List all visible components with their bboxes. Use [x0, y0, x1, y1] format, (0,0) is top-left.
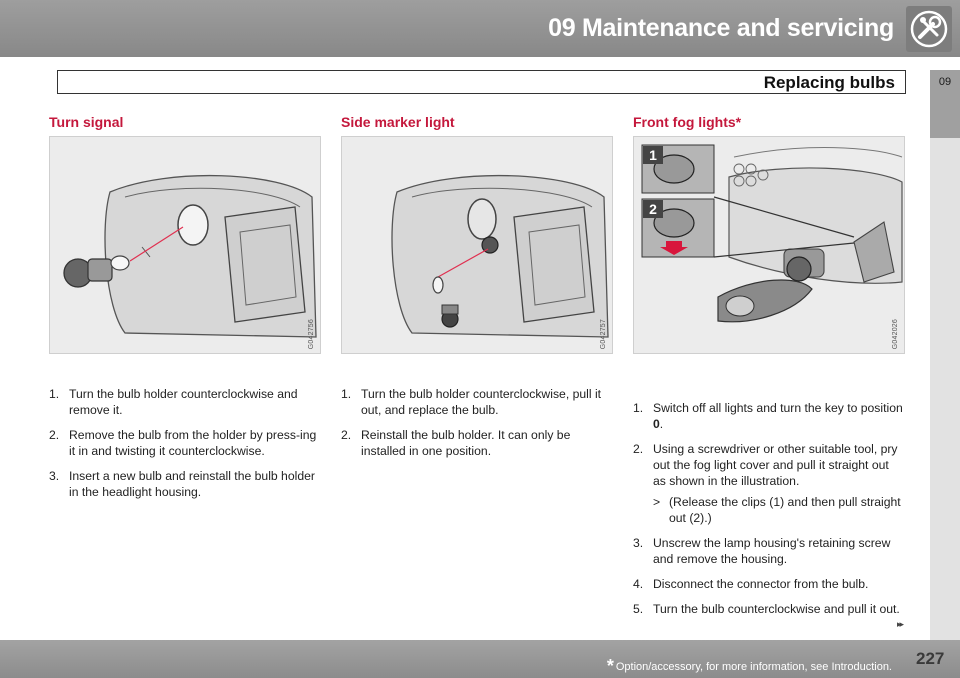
turn-signal-illustration — [49, 136, 321, 354]
footnote-star: * — [606, 656, 614, 676]
page-number: 227 — [916, 649, 945, 668]
list-item: 1. Switch off all lights and turn the key to position 0. — [633, 401, 903, 431]
inset-label-1: 1 — [649, 147, 657, 163]
fog-lights-column — [633, 114, 905, 626]
turn-signal-column — [49, 114, 321, 509]
fog-lights-heading: Front fog lights* — [633, 114, 742, 130]
page-footer — [0, 640, 960, 678]
chapter-side-tab — [930, 70, 960, 138]
list-item: 4. Disconnect the connector from the bulb. — [633, 577, 869, 591]
list-item: 3. Insert a new bulb and reinstall the bulb holder in the headlight housing. — [49, 469, 315, 499]
side-marker-steps — [341, 386, 613, 459]
list-item: 1. Turn the bulb holder counterclockwise, pull it out, and replace the bulb. — [341, 387, 602, 417]
turn-signal-figure-code: G042756 — [308, 318, 315, 349]
wrench-icon — [906, 6, 952, 52]
footnote-text: Option/accessory, for more information, see Introduction. — [615, 661, 892, 673]
continue-arrows-icon: ▸▸ — [897, 619, 903, 629]
footnote — [607, 654, 892, 675]
chapter-title: 09 Maintenance and servicing — [548, 14, 894, 42]
fog-lights-figure-code: G042026 — [892, 318, 899, 349]
list-item: 5. Turn the bulb counterclockwise and pull it out. — [633, 602, 900, 616]
turn-signal-heading: Turn signal — [49, 114, 124, 130]
chapter-side-tab-label: 09 — [938, 76, 952, 88]
side-marker-heading: Side marker light — [341, 114, 455, 130]
side-marker-illustration — [341, 136, 613, 354]
side-marker-column — [341, 114, 613, 468]
inset-label-2: 2 — [649, 201, 657, 217]
fog-lights-steps — [633, 400, 905, 617]
list-item: 1. Turn the bulb holder counterclockwise and remove it. — [49, 387, 298, 417]
list-item: 2. Reinstall the bulb holder. It can only be installed in one position. — [341, 428, 571, 458]
side-marker-figure-code: G042757 — [600, 318, 607, 349]
list-item: 3. Unscrew the lamp housing's retaining screw and remove the housing. — [633, 536, 891, 566]
section-bar — [57, 70, 906, 94]
sub-step: > (Release the clips (1) and then pull straight out (2).) — [653, 495, 901, 525]
list-item: 2. Using a screwdriver or other suitable tool, pry out the fog light cover and pull it straight out as shown in the illustration. > (Release the clips (1) and then pull straight out (2).) — [633, 441, 905, 526]
fog-lights-illustration — [633, 136, 905, 354]
turn-signal-steps — [49, 386, 321, 500]
side-rail — [930, 138, 960, 640]
section-title: Replacing bulbs — [763, 73, 895, 92]
chapter-header — [0, 0, 960, 57]
list-item: 2. Remove the bulb from the holder by press-ing it in and twisting it counterclockwise. — [49, 428, 317, 458]
